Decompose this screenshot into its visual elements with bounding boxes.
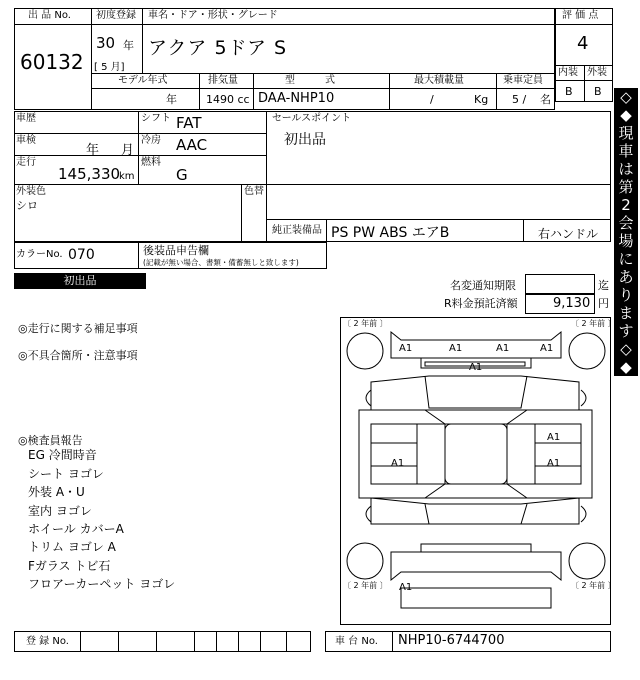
rear-panel xyxy=(421,544,531,552)
chassis-number: NHP10-6744700 xyxy=(398,633,505,648)
lot-number-label: 出 品 No. xyxy=(28,10,71,21)
corner-label: 〔 2 年前 〕 xyxy=(343,581,388,590)
damage-mark: A1 xyxy=(540,343,554,354)
side-notice-banner: ◇ ◆ 現 車 は 第 2 会 場 に あ り ま す ◇ ◆ xyxy=(614,88,638,376)
repaint-label: 色替 xyxy=(244,186,264,197)
shaken-label: 車検 xyxy=(16,135,36,146)
registration-month: [ 5 月] xyxy=(94,62,125,73)
driving-notes-title: ◎走行に関する補足事項 xyxy=(18,322,138,335)
shaken-month-unit: 月 xyxy=(121,143,135,158)
steering-position: 右ハンドル xyxy=(538,227,599,241)
tire-rear-right xyxy=(569,543,605,579)
max-load: / xyxy=(430,93,434,106)
damage-mark: A1 xyxy=(391,458,405,469)
car-outline xyxy=(341,318,616,624)
name-change-deadline-label: 名変通知期限 xyxy=(450,279,516,292)
damage-mark: A1 xyxy=(547,458,561,469)
recycle-fee-label: R料金預託済額 xyxy=(444,297,518,310)
score-label: 評 価 点 xyxy=(562,10,599,21)
damage-mark: A1 xyxy=(547,432,561,443)
tire-front-left xyxy=(347,333,383,369)
fuel-label: 燃料 xyxy=(141,157,161,168)
first-registration-label: 初度登録 xyxy=(96,10,136,21)
roof xyxy=(445,424,507,484)
inspector-report-title: ◎検査員報告 xyxy=(18,434,83,447)
front-bumper xyxy=(391,332,561,358)
mileage-unit: km xyxy=(119,171,135,182)
damage-mark: A1 xyxy=(469,362,483,373)
interior-label: 内装 xyxy=(558,67,578,78)
registration-number-label: 登 録 No. xyxy=(26,636,69,647)
ac-label: 冷房 xyxy=(141,135,161,146)
max-load-label: 最大積載量 xyxy=(414,75,464,86)
exterior-color: シロ xyxy=(16,199,38,212)
car-damage-diagram xyxy=(340,317,616,625)
capacity-unit: 名 xyxy=(540,93,551,106)
equipment: PS PW ABS エアB xyxy=(331,225,450,241)
exterior-label: 外装 xyxy=(587,67,607,78)
equipment-label: 純正装備品 xyxy=(272,225,322,236)
rear-extra xyxy=(401,588,551,608)
trunk-area xyxy=(371,498,579,524)
model-year-unit: 年 xyxy=(166,93,177,106)
shaken-year-unit: 年 xyxy=(86,143,100,158)
body-sides xyxy=(359,410,592,498)
defects-notes-title: ◎不具合箇所・注意事項 xyxy=(18,349,138,362)
registration-year: 30 xyxy=(96,34,116,52)
inspector-line: 外装 A・U xyxy=(28,485,85,499)
aftermarket-note: (記載が無い場合、書類・備蓄無しと致します) xyxy=(143,258,299,267)
name-change-unit: 迄 xyxy=(598,279,609,292)
damage-mark: A1 xyxy=(399,343,413,354)
inspector-line: シート ヨゴレ xyxy=(28,467,104,481)
sales-point-label: セールスポイント xyxy=(272,113,352,124)
inspector-line: 室内 ヨゴレ xyxy=(28,504,92,518)
registration-year-unit: 年 xyxy=(123,39,134,52)
shift: FAT xyxy=(176,114,202,132)
car-name-label: 車名・ドア・形状・グレード xyxy=(148,10,278,21)
inspector-line: フロアーカーペット ヨゴレ xyxy=(28,577,176,591)
aftermarket-label: 後装品申告欄 xyxy=(143,244,209,257)
max-load-unit: Kg xyxy=(474,93,489,106)
chassis-number-label: 車 台 No. xyxy=(335,636,378,647)
tire-front-right xyxy=(569,333,605,369)
history-label: 車歴 xyxy=(16,113,36,124)
exterior-color-label: 外装色 xyxy=(16,186,46,197)
displacement-label: 排気量 xyxy=(208,75,238,86)
sales-point: 初出品 xyxy=(284,132,326,148)
damage-mark: A1 xyxy=(496,343,510,354)
inspector-line: EG 冷間時音 xyxy=(28,448,97,462)
recycle-fee: 9,130 xyxy=(553,296,591,311)
corner-label: 〔 2 年前 〕 xyxy=(571,319,616,328)
score: 4 xyxy=(577,33,589,54)
color-number-label: カラーNo. xyxy=(16,249,63,260)
exterior-grade: B xyxy=(594,85,602,98)
tire-rear-left xyxy=(347,543,383,579)
first-listing-banner: 初出品 xyxy=(14,273,146,289)
rear-bumper xyxy=(391,552,561,580)
color-number: 070 xyxy=(68,247,95,263)
damage-mark: A1 xyxy=(449,343,463,354)
inspector-line: Fガラス トビ石 xyxy=(28,559,111,573)
damage-mark: A1 xyxy=(399,582,413,593)
name-change-deadline-box xyxy=(525,274,595,294)
lot-number: 60132 xyxy=(20,50,84,74)
interior-grade: B xyxy=(565,85,573,98)
mileage-label: 走行 xyxy=(16,157,36,168)
corner-label: 〔 2 年前 〕 xyxy=(571,581,616,590)
corner-label: 〔 2 年前 〕 xyxy=(343,319,388,328)
type-label: 型 式 xyxy=(285,75,335,86)
displacement: 1490 cc xyxy=(206,93,250,106)
recycle-fee-unit: 円 xyxy=(598,297,609,310)
inspector-line: ホイール カバーA xyxy=(28,522,124,536)
mileage: 145,330 xyxy=(58,165,121,183)
capacity-label: 乗車定員 xyxy=(503,75,543,86)
capacity: 5 / xyxy=(512,93,527,106)
air-conditioning: AAC xyxy=(176,136,208,154)
model-type: DAA-NHP10 xyxy=(258,91,335,106)
car-name: アクア 5ドア S xyxy=(148,37,288,59)
shift-label: シフト xyxy=(141,113,171,124)
model-year-label: モデル年式 xyxy=(118,75,168,86)
hood-area xyxy=(371,376,579,410)
inspector-line: トリム ヨゴレ A xyxy=(28,540,116,554)
fuel: G xyxy=(176,166,188,184)
